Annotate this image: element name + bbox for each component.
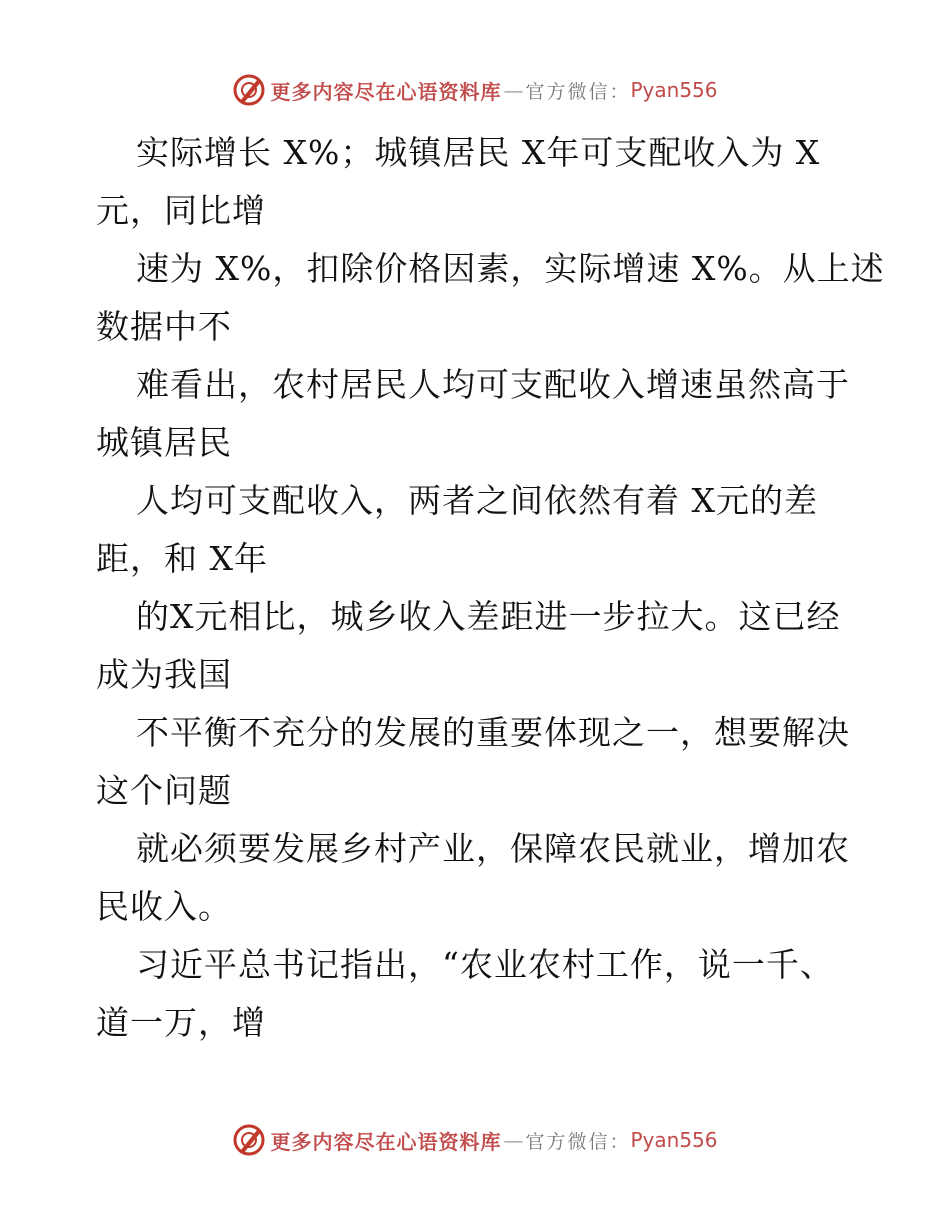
text-line: 不平衡不充分的发展的重要体现之一，想要解决 bbox=[136, 713, 850, 752]
text-line: 数据中不 bbox=[96, 307, 232, 346]
text-line: 距，和 X年 bbox=[96, 539, 268, 578]
text-line: 成为我国 bbox=[96, 655, 232, 694]
text-line: 城镇居民 bbox=[96, 423, 232, 462]
text-line: 速为 X%，扣除价格因素，实际增速 X%。从上述 bbox=[136, 249, 885, 288]
watermark-site: 更多内容尽在心语资料库 bbox=[270, 1129, 502, 1154]
header-watermark bbox=[0, 70, 950, 110]
paragraph bbox=[96, 124, 885, 1052]
pen-logo-icon bbox=[232, 73, 266, 107]
text-line: 人均可支配收入，两者之间依然有着 X元的差 bbox=[136, 481, 818, 520]
footer-watermark bbox=[0, 1120, 950, 1160]
watermark-id: Pyan556 bbox=[630, 1128, 718, 1152]
watermark-id: Pyan556 bbox=[630, 78, 718, 102]
watermark-dash: — bbox=[503, 1128, 524, 1152]
watermark-dash: — bbox=[503, 78, 524, 102]
text-line: 元，同比增 bbox=[96, 191, 266, 230]
text-line: 道一万，增 bbox=[96, 1003, 266, 1042]
text-line: 的X元相比，城乡收入差距进一步拉大。这已经 bbox=[136, 597, 841, 636]
text-line: 就必须要发展乡村产业，保障农民就业，增加农 bbox=[136, 829, 850, 868]
text-line: 这个问题 bbox=[96, 771, 232, 810]
watermark-site: 更多内容尽在心语资料库 bbox=[270, 79, 502, 104]
watermark-official: 官方微信： bbox=[525, 80, 631, 103]
text-line: 习近平总书记指出，“农业农村工作，说一千、 bbox=[136, 945, 834, 984]
text-line: 民收入。 bbox=[96, 887, 232, 926]
watermark-official: 官方微信： bbox=[525, 1130, 631, 1153]
text-line: 难看出，农村居民人均可支配收入增速虽然高于 bbox=[136, 365, 850, 404]
text-line: 实际增长 X%；城镇居民 X年可支配收入为 X bbox=[136, 133, 821, 172]
pen-logo-icon bbox=[232, 1123, 266, 1157]
